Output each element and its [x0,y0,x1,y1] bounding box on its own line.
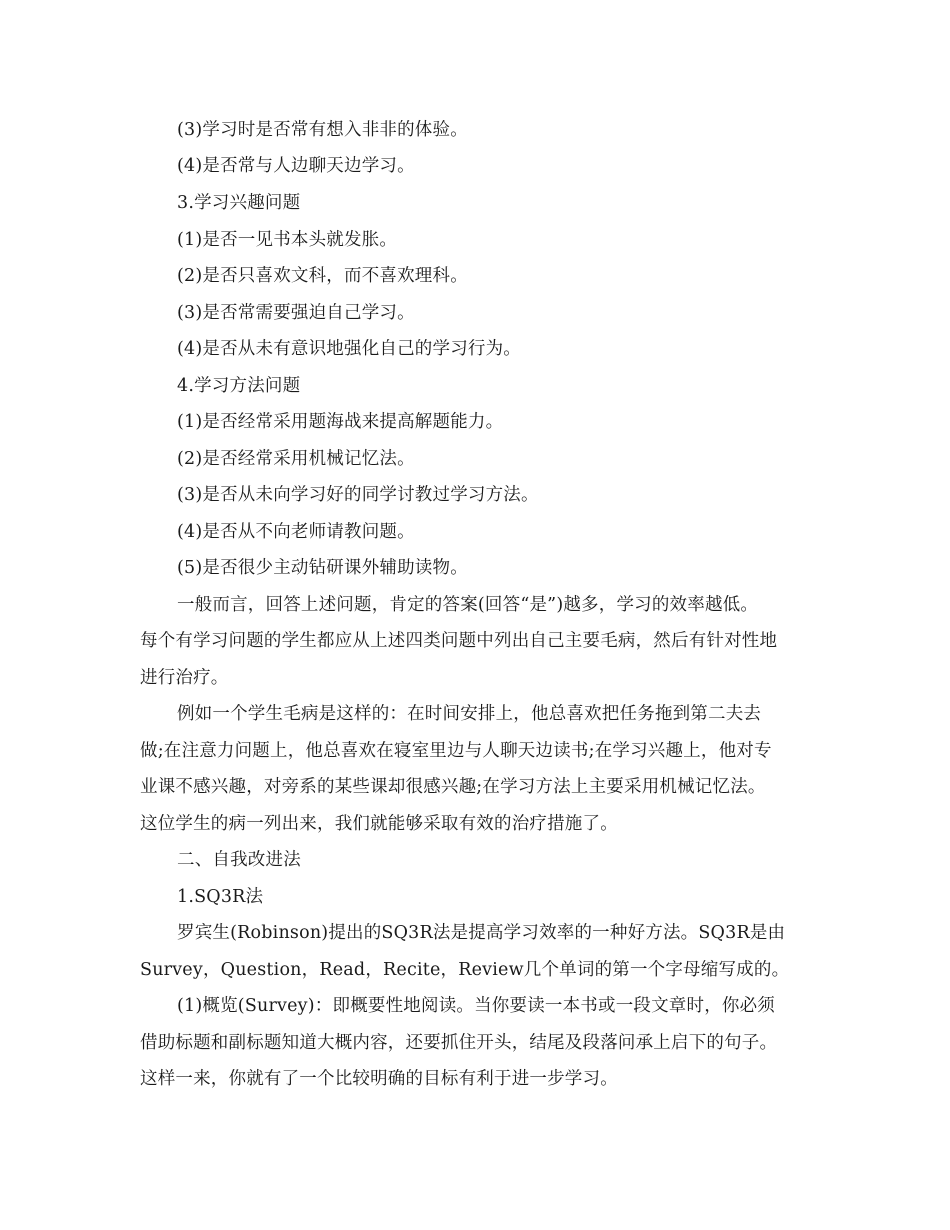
section-heading: 4.学习方法问题 [177,376,301,396]
paragraph-line: 做;在注意力问题上，他总喜欢在寝室里边与人聊天边读书;在学习兴趣上，他对专 [140,741,772,761]
text-line: (2)是否只喜欢文科，而不喜欢理科。 [177,266,468,286]
section-heading: 3.学习兴趣问题 [177,193,301,213]
text-line: (3)学习时是否常有想入非非的体验。 [177,120,468,140]
paragraph-line: 进行治疗。 [140,668,229,688]
paragraph-line: Survey，Question，Read，Recite，Review几个单词的第一个字母缩写成的。 [140,960,790,980]
paragraph-line: 这样一来，你就有了一个比较明确的目标有利于进一步学习。 [140,1069,618,1089]
paragraph-line: 一般而言，回答上述问题，肯定的答案(回答“是”)越多，学习的效率越低。 [177,595,759,615]
text-line: (3)是否从未向学习好的同学讨教过学习方法。 [177,485,539,505]
text-line: (1)是否经常采用题海战来提高解题能力。 [177,412,504,432]
text-line: (5)是否很少主动钻研课外辅助读物。 [177,558,468,578]
paragraph-line: 每个有学习问题的学生都应从上述四类问题中列出自己主要毛病，然后有针对性地 [140,631,778,651]
text-line: (4)是否从不向老师请教问题。 [177,522,415,542]
paragraph-line: 业课不感兴趣，对旁系的某些课却很感兴趣;在学习方法上主要采用机械记忆法。 [140,777,766,797]
paragraph-line: 这位学生的病一列出来，我们就能够采取有效的治疗措施了。 [140,814,618,834]
paragraph-line: 例如一个学生毛病是这样的：在时间安排上，他总喜欢把任务拖到第二夫去 [177,704,762,724]
section-heading: 二、自我改进法 [177,850,301,870]
text-line: (2)是否经常采用机械记忆法。 [177,449,415,469]
paragraph-line: 罗宾生(Robinson)提出的SQ3R法是提高学习效率的一种好方法。SQ3R是由 [177,923,786,943]
text-line: (4)是否从未有意识地强化自己的学习行为。 [177,339,521,359]
paragraph-line: (1)概览(Survey)：即概要性地阅读。当你要读一本书或一段文章时，你必须 [177,996,775,1016]
paragraph-line: 借助标题和副标题知道大概内容，还要抓住开头，结尾及段落问承上启下的句子。 [140,1033,778,1053]
text-line: (3)是否常需要强迫自己学习。 [177,303,415,323]
section-heading: 1.SQ3R法 [177,887,264,907]
text-line: (1)是否一见书本头就发胀。 [177,230,398,250]
text-line: (4)是否常与人边聊天边学习。 [177,156,415,176]
